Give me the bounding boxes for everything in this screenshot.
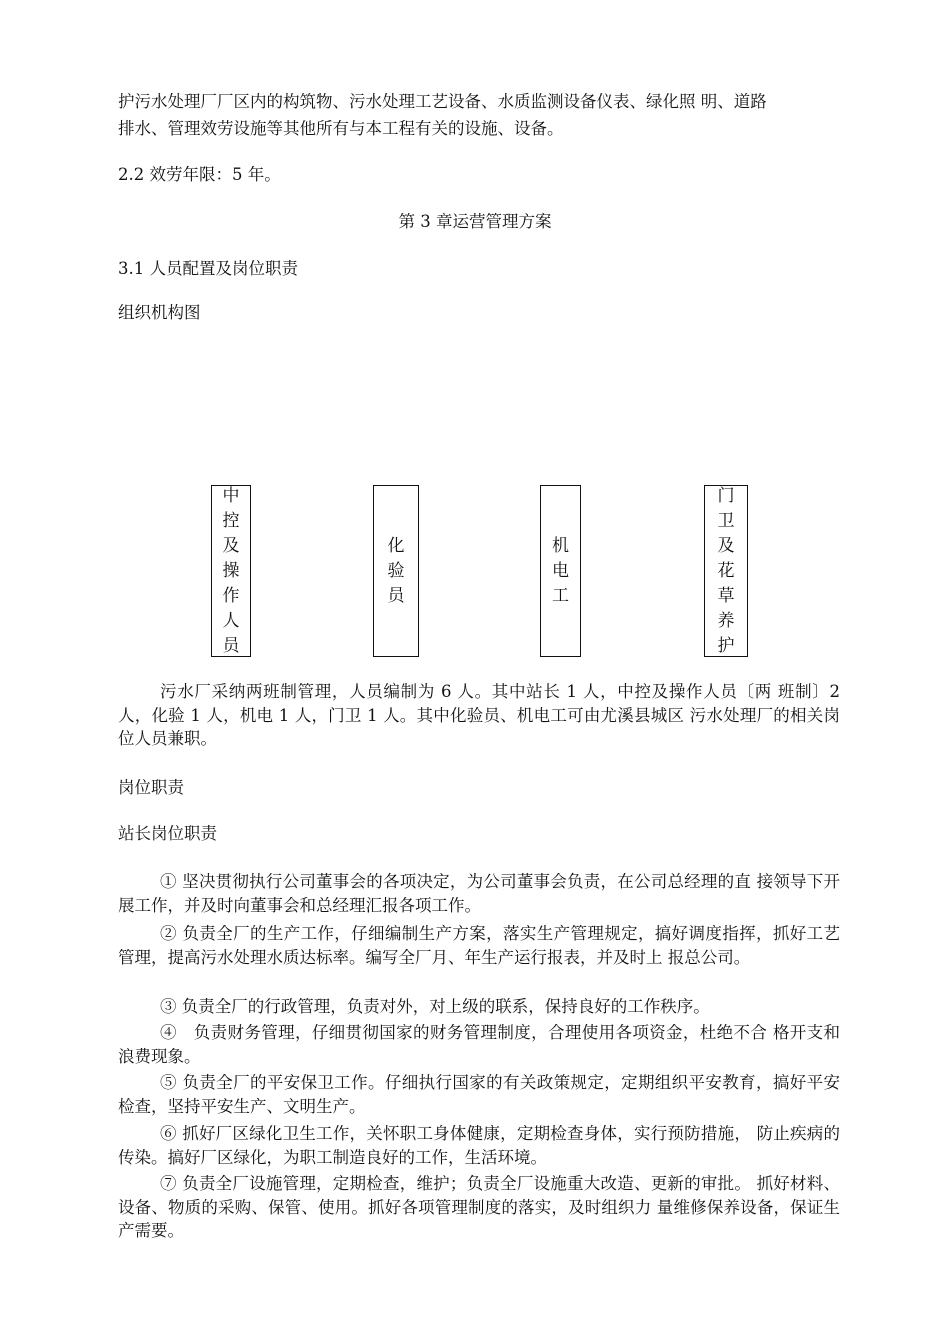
section-2-2: 2.2 效劳年限：5 年。 <box>118 165 281 184</box>
org-box-char: 机 <box>552 535 569 556</box>
staffing-paragraph: 污水厂采纳两班制管理，人员编制为 6 人。其中站长 1 人，中控及操作人员〔两 班制〕2 人，化验 1 人，机电 1 人，门卫 1 人。其中化验员、机电工可由尤溪县城区 污水处理厂的相关岗位人员兼职。 <box>118 682 840 748</box>
org-box-control-operators <box>211 485 251 657</box>
station-master-heading: 站长岗位职责 <box>118 824 217 843</box>
org-box-electromechanic <box>540 485 581 657</box>
org-box-char: 工 <box>552 585 569 606</box>
org-box-char: 员 <box>387 585 405 606</box>
org-box-char: 卫 <box>717 510 735 531</box>
duty-item-7: ⑦ 负责全厂设施管理，定期检查，维护；负责全厂设施重大改造、更新的审批。 抓好材料、设备、物质的采购、保管、使用。抓好各项管理制度的落实，及时组织力 量维修保养设备，保证生产需要。 <box>118 1174 840 1240</box>
org-box-char: 作 <box>222 585 240 606</box>
duty-item-4: ④ 负责财务管理，仔细贯彻国家的财务管理制度，合理使用各项资金，杜绝不合 格开支和浪费现象。 <box>118 1023 840 1066</box>
duty-item-2: ② 负责全厂的生产工作，仔细编制生产方案，落实生产管理规定，搞好调度指挥，抓好工艺管理，提高污水处理水质达标率。编写全厂月、年生产运行报表，并及时上 报总公司。 <box>118 924 840 967</box>
chapter-title: 第 3 章运营管理方案 <box>398 212 552 231</box>
org-box-char: 人 <box>222 610 240 631</box>
org-box-char: 草 <box>717 585 735 606</box>
org-box-char: 员 <box>222 635 240 656</box>
org-box-char: 养 <box>717 610 735 631</box>
intro-line-1: 护污水处理厂厂区内的构筑物、污水处理工艺设备、水质监测设备仪表、绿化照 明、道路 <box>118 92 767 111</box>
section-3-1-heading: 3.1 人员配置及岗位职责 <box>118 259 298 278</box>
org-box-guard-gardener <box>704 485 748 657</box>
duty-item-6: ⑥ 抓好厂区绿化卫生工作，关怀职工身体健康，定期检查身体，实行预防措施， 防止疾病的传染。搞好厂区绿化，为职工制造良好的工作，生活环境。 <box>118 1124 840 1167</box>
org-box-char: 电 <box>552 560 569 581</box>
org-chart-label: 组织机构图 <box>118 303 201 322</box>
org-box-char: 操 <box>222 560 240 581</box>
org-box-char: 护 <box>717 635 735 656</box>
org-box-char: 化 <box>387 535 405 556</box>
org-box-char: 及 <box>222 535 240 556</box>
duty-item-5: ⑤ 负责全厂的平安保卫工作。仔细执行国家的有关政策规定，定期组织平安教育，搞好平安检查，坚持平安生产、文明生产。 <box>118 1073 840 1116</box>
duty-item-1: ① 坚决贯彻执行公司董事会的各项决定，为公司董事会负责，在公司总经理的直 接领导下开展工作，并及时向董事会和总经理汇报各项工作。 <box>118 872 840 915</box>
org-box-char: 控 <box>222 510 240 531</box>
org-box-char: 花 <box>717 560 735 581</box>
duty-item-3: ③ 负责全厂的行政管理，负责对外，对上级的联系，保持良好的工作秩序。 <box>160 997 710 1016</box>
intro-line-2: 排水、管理效劳设施等其他所有与本工程有关的设施、设备。 <box>118 119 564 138</box>
org-box-lab-technician <box>373 485 419 657</box>
org-box-char: 门 <box>717 485 735 506</box>
org-box-char: 及 <box>717 535 735 556</box>
org-box-char: 中 <box>222 485 240 506</box>
org-box-char: 验 <box>387 560 405 581</box>
duties-heading: 岗位职责 <box>118 778 184 797</box>
